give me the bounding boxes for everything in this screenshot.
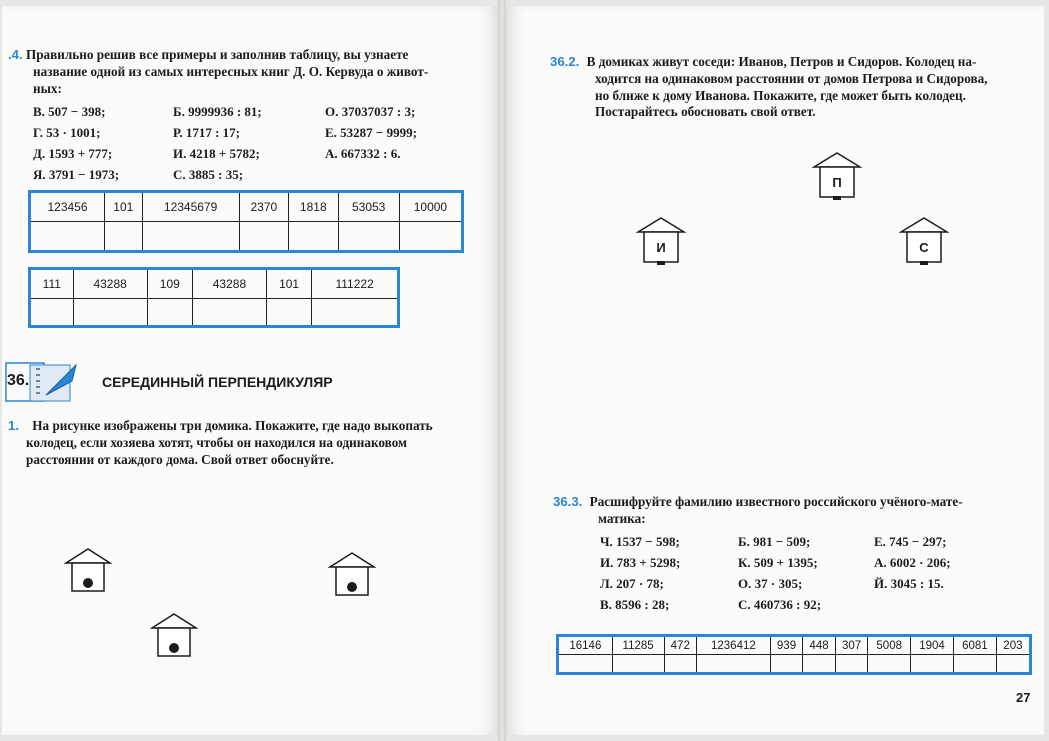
answer-cell[interactable] bbox=[911, 655, 954, 674]
answer-cell[interactable] bbox=[697, 655, 771, 674]
task-36-2-line-2: ходится на одинаковом расстоянии от домов Петрова и Сидорова, bbox=[595, 70, 988, 86]
example: К. 509 + 1395; bbox=[738, 555, 818, 570]
example: Л. 207 · 78; bbox=[600, 576, 664, 591]
table-cell: 111222 bbox=[312, 269, 399, 299]
example: Е. 745 − 297; bbox=[874, 534, 947, 549]
task-4-line-3: ных: bbox=[33, 80, 62, 96]
house-label: С bbox=[919, 240, 929, 255]
answer-cell[interactable] bbox=[399, 222, 462, 252]
table-cell: 123456 bbox=[30, 192, 105, 222]
task-1-line-3: расстоянии от каждого дома. Свой ответ обоснуйте. bbox=[26, 451, 334, 467]
section-number: 36. bbox=[7, 372, 30, 389]
task-1-number: 1. bbox=[8, 418, 19, 433]
table-cell: 1904 bbox=[911, 636, 954, 655]
table-cell: 448 bbox=[803, 636, 836, 655]
answer-cell[interactable] bbox=[664, 655, 697, 674]
answer-cell[interactable] bbox=[612, 655, 664, 674]
task-36-2-line-4: Постарайтесь обосновать свой ответ. bbox=[595, 104, 816, 120]
table-cell: 16146 bbox=[558, 636, 613, 655]
house-label: П bbox=[832, 175, 842, 190]
book-gutter bbox=[498, 0, 506, 741]
table-cell: 2370 bbox=[239, 192, 288, 222]
example: И. 4218 + 5782; bbox=[173, 146, 260, 161]
example: Б. 981 − 509; bbox=[738, 534, 811, 549]
answer-cell[interactable] bbox=[996, 655, 1030, 674]
task-4-line-2: название одной из самых интересных книг Д. О. Кервуда о живот- bbox=[33, 63, 429, 79]
table-cell: 43288 bbox=[73, 269, 147, 299]
section-header bbox=[2, 357, 482, 407]
table-cell: 307 bbox=[835, 636, 868, 655]
table-cell: 1818 bbox=[289, 192, 338, 222]
answer-cell[interactable] bbox=[30, 299, 74, 327]
task-1-line-2: колодец, если хозяева хотят, чтобы он находился на одинаковом bbox=[26, 434, 408, 450]
answer-cell[interactable] bbox=[953, 655, 996, 674]
example: С. 460736 : 92; bbox=[738, 597, 822, 612]
house-icon[interactable] bbox=[64, 547, 112, 595]
example: Д. 1593 + 777; bbox=[33, 146, 113, 161]
answer-table-2 bbox=[28, 267, 400, 328]
task-4 bbox=[8, 47, 478, 97]
example: О. 37 · 305; bbox=[738, 576, 803, 591]
task-36-2-number: 36.2. bbox=[550, 54, 580, 69]
answer-cell[interactable] bbox=[105, 222, 143, 252]
table-cell: 111 bbox=[30, 269, 74, 299]
example: Я. 3791 − 1973; bbox=[33, 167, 120, 182]
example: Б. 9999936 : 81; bbox=[173, 104, 262, 119]
table-cell: 6081 bbox=[953, 636, 996, 655]
table-cell: 11285 bbox=[612, 636, 664, 655]
table-cell: 12345679 bbox=[142, 192, 239, 222]
example: Г. 53 · 1001; bbox=[33, 125, 101, 140]
house-petrov[interactable] bbox=[812, 151, 862, 203]
answer-cell[interactable] bbox=[142, 222, 239, 252]
answer-cell[interactable] bbox=[30, 222, 105, 252]
house-label: И bbox=[656, 240, 666, 255]
answer-cell[interactable] bbox=[73, 299, 147, 327]
answer-cell[interactable] bbox=[147, 299, 192, 327]
table-cell: 203 bbox=[996, 636, 1030, 655]
answer-cell[interactable] bbox=[312, 299, 399, 327]
table-cell: 101 bbox=[105, 192, 143, 222]
house-icon[interactable] bbox=[150, 612, 198, 660]
answer-cell[interactable] bbox=[266, 299, 311, 327]
answer-cell[interactable] bbox=[289, 222, 338, 252]
task-1 bbox=[8, 418, 478, 468]
table-cell: 5008 bbox=[868, 636, 911, 655]
answer-cell[interactable] bbox=[338, 222, 399, 252]
house-ivanov[interactable] bbox=[636, 216, 686, 268]
example: И. 783 + 5298; bbox=[600, 555, 681, 570]
task-4-line-1: Правильно решив все примеры и заполнив таблицу, вы узнаете bbox=[25, 47, 409, 62]
example: Ч. 1537 − 598; bbox=[600, 534, 680, 549]
example: С. 3885 : 35; bbox=[173, 167, 244, 182]
table-cell: 101 bbox=[266, 269, 311, 299]
example: В. 8596 : 28; bbox=[600, 597, 670, 612]
section-title: СЕРЕДИННЫЙ ПЕРПЕНДИКУЛЯР bbox=[102, 374, 333, 390]
task-36-3-number: 36.3. bbox=[553, 494, 583, 509]
task-36-3-line-2: матика: bbox=[598, 510, 646, 526]
table-cell: 939 bbox=[770, 636, 803, 655]
answer-cell[interactable] bbox=[239, 222, 288, 252]
answer-cell[interactable] bbox=[192, 299, 266, 327]
example: А. 667332 : 6. bbox=[325, 146, 401, 161]
example: В. 507 − 398; bbox=[33, 104, 106, 119]
example: Е. 53287 − 9999; bbox=[325, 125, 417, 140]
table-cell: 43288 bbox=[192, 269, 266, 299]
house-icon[interactable] bbox=[328, 551, 376, 599]
answer-cell[interactable] bbox=[558, 655, 613, 674]
task-36-2 bbox=[550, 54, 1030, 121]
task-36-2-line-1: В домиках живут соседи: Иванов, Петров и Сидоров. Колодец на- bbox=[586, 54, 977, 69]
task-1-line-1: На рисунке изображены три домика. Покажите, где надо выкопать bbox=[32, 418, 433, 433]
task-36-2-line-3: но ближе к дому Иванова. Покажите, где может быть колодец. bbox=[595, 87, 966, 103]
answer-cell[interactable] bbox=[770, 655, 803, 674]
answer-cell[interactable] bbox=[868, 655, 911, 674]
table-cell: 1236412 bbox=[697, 636, 771, 655]
table-cell: 109 bbox=[147, 269, 192, 299]
table-cell: 10000 bbox=[399, 192, 462, 222]
task-4-number: .4. bbox=[8, 47, 23, 62]
house-sidorov[interactable] bbox=[899, 216, 949, 268]
task-36-3-line-1: Расшифруйте фамилию известного российского учёного-мате- bbox=[589, 494, 963, 509]
answer-cell[interactable] bbox=[835, 655, 868, 674]
answer-table-1 bbox=[28, 190, 464, 253]
example: Р. 1717 : 17; bbox=[173, 125, 240, 140]
task-36-3 bbox=[553, 494, 1033, 528]
example: О. 37037037 : 3; bbox=[325, 104, 416, 119]
example: А. 6002 · 206; bbox=[874, 555, 951, 570]
table-cell: 53053 bbox=[338, 192, 399, 222]
answer-cell[interactable] bbox=[803, 655, 836, 674]
table-cell: 472 bbox=[664, 636, 697, 655]
example: Й. 3045 : 15. bbox=[874, 576, 944, 591]
answer-table-3 bbox=[556, 634, 1032, 675]
page-number: 27 bbox=[1016, 690, 1031, 705]
